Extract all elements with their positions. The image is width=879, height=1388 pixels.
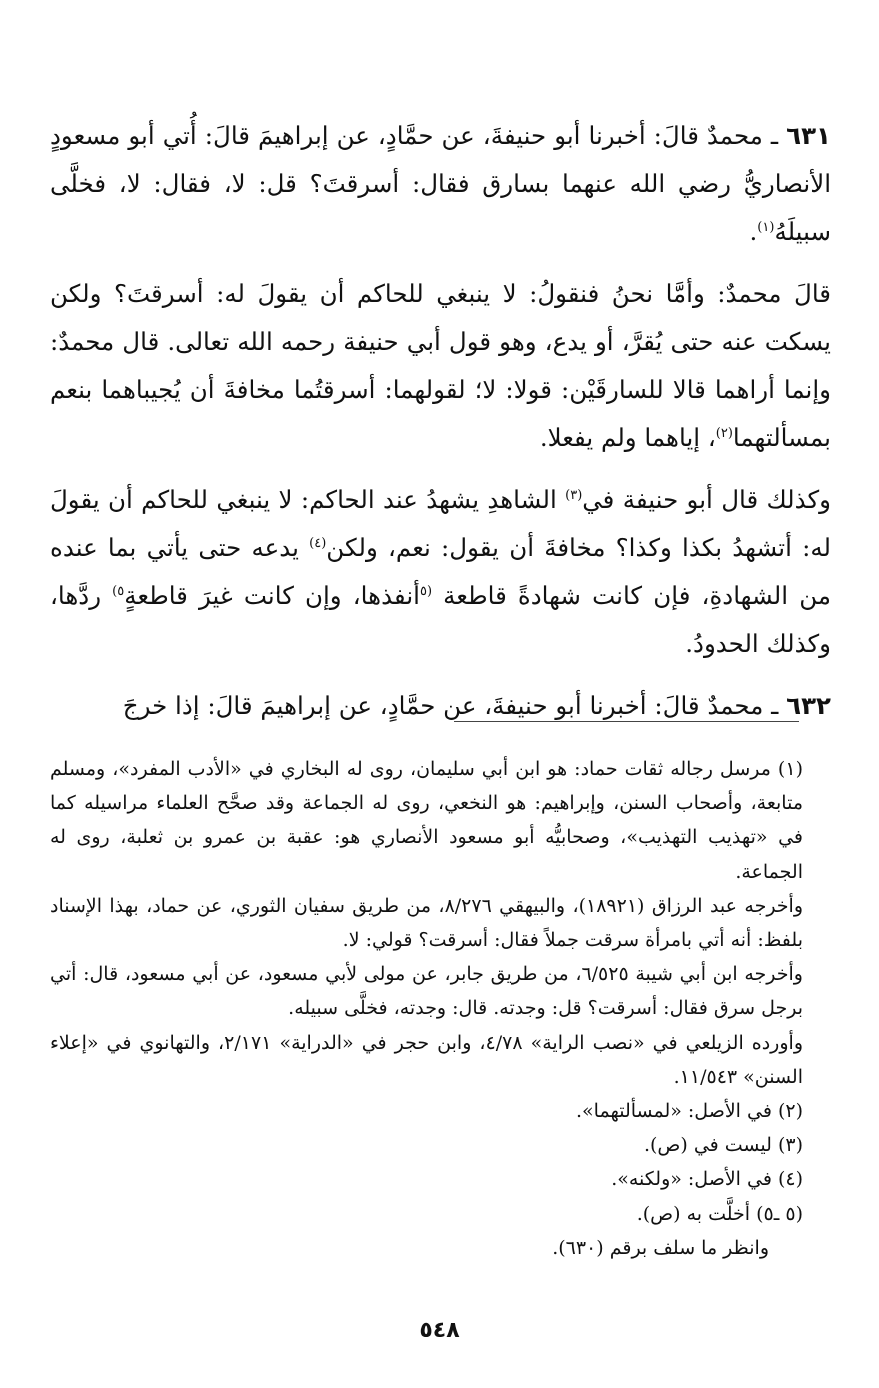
paragraph-commentary xyxy=(50,270,831,462)
paragraph-text: ـ محمدٌ قالَ: أخبرنا أبو حنيفةَ، عن حمَّادٍ، عن إبراهيمَ قالَ: إذا خرجَ xyxy=(122,691,787,720)
paragraph-text-end: ردَّها، وكذلك الحدودُ. xyxy=(50,581,831,658)
hadith-number: ٦٣٢ xyxy=(786,691,831,720)
footnote-4: (٤) في الأصل: «ولكنه». xyxy=(611,1168,803,1191)
paragraph-text: وكذلك قال أبو حنيفة في xyxy=(582,485,831,514)
paragraph-text: يدعه حتى يأتي بما عنده من الشهادةِ، فإن كانت شهادةً قاطعة xyxy=(50,533,831,610)
paragraph-631 xyxy=(50,112,831,256)
footnote-1-takhrij: وأخرجه ابن أبي شيبة ٦/٥٢٥، من طريق جابر، عن مولى لأبي مسعود، عن أبي مسعود، قال: أتي برجل سرق فقال: أسرقت؟ قل: وجدته. قال: وجدته، فخلَّى سبيله. xyxy=(50,963,803,1020)
paragraph-text: ـ محمدٌ قالَ: أخبرنا أبو حنيفةَ، عن حمَّادٍ، عن إبراهيمَ قالَ: أُتي أبو مسعودٍ الأنصاريُّ رضي الله عنهما بسارق فقال: أسرقتَ؟ قل: لا، فقال: لا، فخلَّى سبيلَهُ xyxy=(50,121,831,246)
paragraph-632 xyxy=(50,682,831,730)
footnote-5: (٥ ـ٥) أخلَّت به (ص). xyxy=(636,1202,803,1225)
footnote-ref-4: (٤) xyxy=(309,535,327,551)
footnote-cross-reference: وانظر ما سلف برقم (٦٣٠). xyxy=(552,1236,769,1259)
paragraph-text: الشاهدِ يشهدُ عند الحاكم: لا ينبغي للحاكم أن يقولَ له: أتشهدُ بكذا وكذا؟ مخافةَ أن يقول: نعم، ولكن xyxy=(50,485,831,562)
footnote-ref-5-end: ٥) xyxy=(112,583,125,599)
main-text xyxy=(50,112,831,744)
footnote-1-takhrij: وأخرجه عبد الرزاق (١٨٩٢١)، والبيهقي ٨/٢٧٦، من طريق سفيان الثوري، عن حماد، بهذا الإسناد بلفظ: أنه أتي بامرأة سرقت جملاً فقال: أسرقت؟ قولي: لا. xyxy=(50,894,803,952)
footnote-2: (٢) في الأصل: «لمسألتهما». xyxy=(576,1100,803,1123)
paragraph-text: قالَ محمدٌ: وأمَّا نحنُ فنقولُ: لا ينبغي للحاكم أن يقولَ له: أسرقتَ؟ ولكن يسكت عنه حتى يُقرَّ، أو يدع، وهو قول أبي حنيفة رحمه الله تعالى. قال محمدٌ: وإنما أراهما قالا للسارقَيْن: قولا: لا؛ لقولهما: أسرقتُما مخافةَ أن يُجيباهما بنعم بمسألتهما xyxy=(50,279,831,452)
footnote-1: (١) مرسل رجاله ثقات حماد: هو ابن أبي سليمان، روى له البخاري في «الأدب المفرد»، ومسلم متابعة، وأصحاب السنن، وإبراهيم: هو النخعي، روى له الجماعة وقد صحَّح العلماء مراسيله كما في «تهذيب التهذيب»، وصحابيُّه أبو مسعود الأنصاري هو: عقبة بن عمرو بن ثعلبة، روى له الجماعة. xyxy=(50,758,803,883)
paragraph-text-end: . xyxy=(749,217,758,246)
page-number: ٥٤٨ xyxy=(419,1318,460,1343)
footnote-separator xyxy=(454,721,799,722)
footnote-1-takhrij: وأورده الزيلعي في «نصب الراية» ٤/٧٨، وابن حجر في «الدراية» ٢/١٧١، والتهانوي في «إعلاء السنن» ١١/٥٤٣. xyxy=(50,1031,803,1088)
footnote-ref-5-start: (٥ xyxy=(419,583,433,599)
paragraph-witness xyxy=(50,476,831,668)
hadith-number: ٦٣١ xyxy=(786,121,831,150)
paragraph-text: أنفذها، وإن كانت غيرَ قاطعةٍ xyxy=(124,581,420,610)
footnotes xyxy=(50,752,803,1265)
footnote-ref-3: (٣) xyxy=(565,487,583,503)
footnote-3: (٣) ليست في (ص). xyxy=(643,1134,803,1157)
paragraph-text-end: ، إياهما ولم يفعلا. xyxy=(539,423,716,452)
footnote-ref-1: (١) xyxy=(757,219,775,235)
footnote-ref-2: (٢) xyxy=(715,425,733,441)
